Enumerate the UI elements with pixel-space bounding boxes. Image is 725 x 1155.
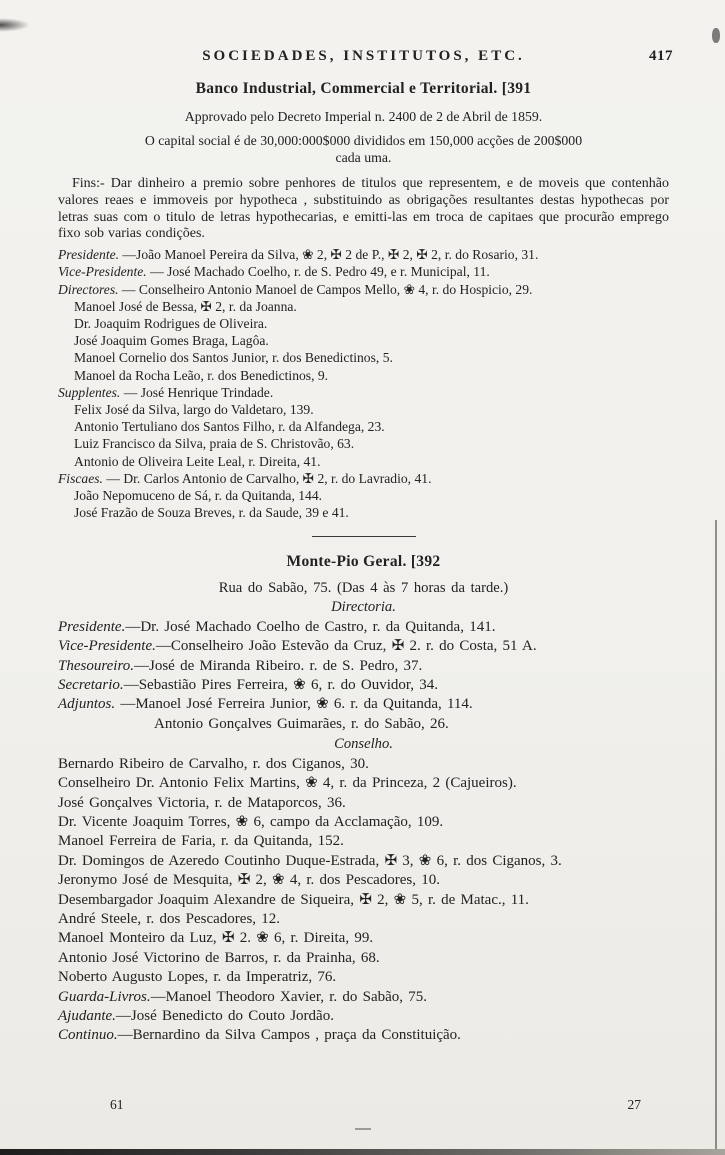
directoria-list — [58, 618, 669, 734]
conselho-member — [58, 910, 669, 929]
entry-presidente — [58, 618, 669, 637]
entry-text: Antonio Gonçalves Guimarães, r. do Sabão, 26. — [154, 715, 449, 732]
role-label: Guarda-Livros. — [58, 988, 151, 1005]
capital-line-2: cada uma. — [335, 150, 392, 165]
entry-text: Manoel da Rocha Leão, r. dos Benedictinos, 9. — [74, 367, 329, 383]
section-divider — [312, 536, 416, 537]
entry-text: — Dr. Carlos Antonio de Carvalho, ✠ 2, r. do Lavradio, 41. — [102, 470, 432, 486]
entry-fiscaes — [58, 470, 669, 487]
entry-supplente-member — [58, 418, 669, 435]
montepio-title-line — [58, 553, 669, 571]
role-label: Vice-Presidente. — [58, 264, 147, 280]
entry-adjunto-member — [58, 715, 669, 734]
role-label: Presidente. — [58, 618, 126, 635]
scan-artifact-top-right — [712, 28, 720, 43]
entry-text: Jeronymo José de Mesquita, ✠ 2, ❀ 4, r. dos Pescadores, 10. — [58, 872, 441, 889]
signature-mark-left: 61 — [110, 1097, 124, 1112]
banco-title-line — [58, 80, 669, 98]
conselho-member — [58, 852, 669, 871]
role-label: Presidente. — [58, 247, 120, 263]
banco-ref: [391 — [497, 80, 532, 97]
page-number: 417 — [649, 48, 673, 64]
entry-text: Bernardo Ribeiro de Carvalho, r. dos Ciganos, 30. — [58, 755, 369, 772]
address-line: Rua do Sabão, 75. (Das 4 às 7 horas da tarde.) — [218, 580, 509, 597]
capital-paragraph — [58, 132, 669, 166]
entry-text: Luiz Francisco da Silva, praia de S. Christovão, 63. — [74, 436, 355, 452]
entry-fiscal-member — [58, 504, 669, 521]
conselho-heading: Conselho. — [334, 736, 393, 753]
entry-secretario — [58, 676, 669, 695]
capital-line-1: O capital social é de 30,000:000$000 divididos em 150,000 acções de 200$000 — [144, 133, 583, 148]
entry-text: —Bernardino da Silva Campos , praça da Constituição. — [117, 1027, 461, 1044]
role-label: Ajudante. — [58, 1007, 116, 1024]
entry-text: José Joaquim Gomes Braga, Lagôa. — [74, 333, 269, 349]
entry-supplente-member — [58, 453, 669, 470]
entry-fiscal-member — [58, 487, 669, 504]
entry-text: Conselheiro Dr. Antonio Felix Martins, ❀ 4, r. da Princeza, 2 (Cajueiros). — [58, 775, 517, 792]
role-label: Supplentes. — [58, 384, 121, 400]
entry-text: — José Machado Coelho, r. de S. Pedro 49, e r. Municipal, 11. — [146, 264, 490, 280]
signature-mark-right: 27 — [627, 1097, 641, 1112]
conselho-member — [58, 929, 669, 948]
entry-directores — [58, 281, 669, 298]
conselho-member — [58, 774, 669, 793]
role-label: Adjuntos. — [58, 696, 116, 713]
entry-text: —João Manoel Pereira da Silva, ❀ 2, ✠ 2 de P., ✠ 2, ✠ 2, r. do Rosario, 31. — [119, 247, 539, 263]
approval-line: Approvado pelo Decreto Imperial n. 2400 de 2 de Abril de 1859. — [184, 109, 543, 124]
entry-text: Antonio José Victorino de Barros, r. da Prainha, 68. — [58, 949, 380, 966]
staff-list — [58, 988, 669, 1046]
entry-text: José Frazão de Souza Breves, r. da Saude, 39 e 41. — [74, 505, 349, 521]
entry-text: Dr. Vicente Joaquim Torres, ❀ 6, campo da Acclamação, 109. — [58, 813, 444, 830]
conselho-member — [58, 794, 669, 813]
running-title: SOCIEDADES, INSTITUTOS, ETC. — [202, 48, 525, 64]
page-header — [58, 48, 673, 65]
conselho-list — [58, 755, 669, 988]
entry-guarda-livros — [58, 988, 669, 1007]
entry-supplente-member — [58, 401, 669, 418]
entry-text: Desembargador Joaquim Alexandre de Siqueira, ✠ 2, ❀ 5, r. de Matac., 11. — [58, 891, 529, 908]
role-label: Directores. — [58, 281, 119, 297]
entry-continuo — [58, 1026, 669, 1045]
entry-director-member — [58, 349, 669, 366]
entry-text: Manoel José de Bessa, ✠ 2, r. da Joanna. — [74, 298, 297, 314]
entry-director-member — [58, 332, 669, 349]
role-label: Continuo. — [58, 1027, 118, 1044]
entry-text: Felix José da Silva, largo do Valdetaro, 139. — [74, 402, 314, 418]
entry-text: — Conselheiro Antonio Manoel de Campos Mello, ❀ 4, r. do Hospicio, 29. — [118, 281, 533, 297]
banco-officer-list — [58, 246, 669, 521]
entry-text: —Dr. José Machado Coelho de Castro, r. da Quitanda, 141. — [125, 618, 496, 635]
scan-artifact-right-edge — [715, 520, 717, 1149]
entry-text: João Nepomuceno de Sá, r. da Quitanda, 144. — [74, 488, 323, 504]
fins-paragraph: Fins:- Dar dinheiro a premio sobre penhores de titulos que representem, e de moveis que contenhão valores reaes e immoveis por hypotheca , substituindo as obrigações resultantes destas hypothecas por letras suas com o titulo de letras hypothecarias, e emitti-las em troca de capitaes que procurão emprego fixo sob varias condições. — [58, 176, 669, 242]
entry-text: Dr. Domingos de Azeredo Coutinho Duque-Estrada, ✠ 3, ❀ 6, r. dos Ciganos, 3. — [58, 852, 562, 869]
montepio-ref: [392 — [406, 553, 441, 571]
entry-text: —Sebastião Pires Ferreira, ❀ 6, r. do Ouvidor, 34. — [123, 677, 439, 694]
entry-ajudante — [58, 1007, 669, 1026]
montepio-title: Monte-Pio Geral. — [286, 553, 407, 571]
conselho-member — [58, 968, 669, 987]
entry-text: Noberto Augusto Lopes, r. da Imperatriz, 76. — [58, 969, 337, 986]
entry-director-member — [58, 315, 669, 332]
conselho-member — [58, 755, 669, 774]
entry-thesoureiro — [58, 657, 669, 676]
entry-text: Manoel Monteiro da Luz, ✠ 2. ❀ 6, r. Direita, 99. — [58, 930, 374, 947]
entry-adjuntos — [58, 695, 669, 714]
conselho-member — [58, 813, 669, 832]
entry-text: Antonio Tertuliano dos Santos Filho, r. da Alfandega, 23. — [74, 419, 385, 435]
entry-text: Dr. Joaquim Rodrigues de Oliveira. — [74, 316, 268, 331]
banco-title: Banco Industrial, Commercial e Territorial. — [195, 80, 498, 97]
entry-vice-presidente — [58, 637, 669, 656]
directoria-heading: Directoria. — [331, 599, 396, 616]
entry-supplentes — [58, 384, 669, 401]
role-label: Secretario. — [58, 677, 124, 694]
entry-text: Antonio de Oliveira Leite Leal, r. Direita, 41. — [74, 453, 321, 469]
entry-text: — José Henrique Trindade. — [120, 384, 274, 400]
entry-text: —Manoel Theodoro Xavier, r. do Sabão, 75. — [150, 988, 428, 1005]
conselho-member — [58, 832, 669, 851]
conselho-member — [58, 891, 669, 910]
entry-text: —Manoel José Ferreira Junior, ❀ 6. r. da Quitanda, 114. — [115, 696, 473, 713]
entry-presidente — [58, 246, 669, 263]
scan-artifact-footer-mark — [355, 1128, 371, 1130]
conselho-member — [58, 949, 669, 968]
entry-text: —José Benedicto do Couto Jordão. — [115, 1007, 334, 1024]
role-label: Vice-Presidente. — [58, 638, 156, 655]
scan-artifact-bottom-edge — [0, 1149, 725, 1155]
entry-text: Manoel Ferreira de Faria, r. da Quitanda, 152. — [58, 833, 344, 850]
scan-artifact-top-left — [0, 18, 30, 32]
role-label: Thesoureiro. — [58, 657, 134, 674]
entry-director-member — [58, 298, 669, 315]
entry-supplente-member — [58, 435, 669, 452]
entry-text: José Gonçalves Victoria, r. de Mataporcos, 36. — [58, 794, 346, 811]
role-label: Fiscaes. — [58, 470, 103, 486]
entry-director-member — [58, 367, 669, 384]
entry-text: André Steele, r. dos Pescadores, 12. — [58, 910, 281, 927]
entry-vice-presidente — [58, 263, 669, 280]
entry-text: Manoel Cornelio dos Santos Junior, r. dos Benedictinos, 5. — [74, 350, 393, 366]
conselho-member — [58, 871, 669, 890]
entry-text: —Conselheiro João Estevão da Cruz, ✠ 2. r. do Costa, 51 A. — [155, 638, 537, 655]
entry-text: —José de Miranda Ribeiro. r. de S. Pedro, 37. — [133, 657, 423, 674]
